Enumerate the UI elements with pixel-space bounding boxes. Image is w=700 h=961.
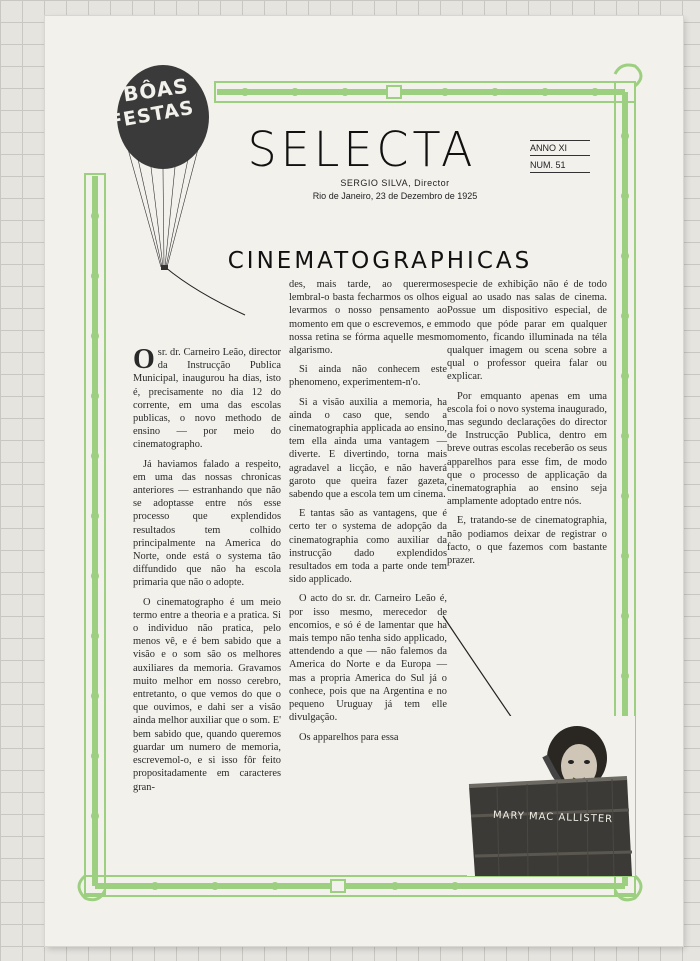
col2-paragraph: Si a visão auxilia a memoria, ha ainda o caso que, sendo a cinematographia applicada ao ensino, tem ella ainda uma vantagem — diverte. E divertindo, torna mais agradavel a licção, e não haverá garoto que queira fazer gazeta, sabendo que a escola tem um cinema. <box>289 396 447 501</box>
col1-paragraph: Já haviamos falado a respeito, em uma das nossas chronicas anteriores — estranhando que não se adoptasse entre nós esse processo que explendidos resultados tem colhido principalmente na America do Norte, onde está o systema tão diffundido que não ha escola primaria que não o adopte. <box>133 458 281 589</box>
col3-paragraph: E, tratando-se de cinematographia, não podiamos deixar de registrar o facto, o que fazemos com bastante prazer. <box>447 515 607 567</box>
col1-paragraph-text: sr. dr. Carneiro Leão, director da Instrucção Publica Municipal, inaugurou ha dias, isto é, precisamente no dia 12 do corrente, em uma das escolas publicas, o novo methodo de ensino — por meio do cinematographo. <box>133 347 281 451</box>
actress-photo <box>467 716 635 876</box>
dateline: Rio de Janeiro, 23 de Dezembro de 1925 <box>312 191 478 201</box>
article-headline: CINEMATOGRAPHICAS <box>227 248 533 274</box>
col2-paragraph: des, mais tarde, ao querermos lembral-o basta fecharmos os olhos e levarmos o nosso pensamento ao momento em que o escrevemos, e em nossa retina se fórma aquelle mesmo algarismo. <box>289 279 447 357</box>
magazine-title-text: SELECTA <box>247 120 477 178</box>
col3-paragraph: Por emquanto apenas em uma escola foi o novo systema inaugurado, mas segundo declarações do director de Instrucção Publica, dentro em breve outras escolas receberão os seus apparelhos para esse fim, de modo que o processo de applicação da cinematographia ao ensino seja amplamente adoptado entre nós. <box>447 390 607 508</box>
issue-num: NUM. 51 <box>530 158 590 173</box>
balloon-text-line1: BÔAS <box>121 73 190 107</box>
col2-paragraph: O acto do sr. dr. Carneiro Leão é, por isso mesmo, merecedor de encomios, e só é de lamentar que ha mais tempo não tenha sido applicado, attendendo a que — não falemos da America do Norte e da Europa — mas a propria America do Sul já o conhece, pois que na Argentina e no pequeno Uruguay já tem elle divulgação. <box>289 593 447 724</box>
issue-anno: ANNO XI <box>530 140 590 156</box>
director-line: SERGIO SILVA, Director <box>340 178 450 188</box>
balloon-text-line2: FESTAS <box>107 96 196 134</box>
drop-cap: O <box>133 344 155 375</box>
col2-paragraph: Si ainda não conhecem este phenomeno, experimentem-n'o. <box>289 364 447 389</box>
col2-paragraph: E tantas são as vantagens, que é certo ter o systema de adopção da cinematographia como auxiliar da instrucção dado explendidos resultados em toda a parte onde tem sido applicado. <box>289 508 447 586</box>
col2-paragraph: Os apparelhos para essa <box>299 731 399 743</box>
photo-caption: MARY MAC ALLISTER <box>492 809 614 826</box>
col1-paragraph: O cinematographo é um meio termo entre a theoria e a pratica. Si o individuo não pratica, pelo menos vê, e é bem sabido que a visão e o som são os melhores auxiliares da memoria. Gravamos muito melhor em nosso cerebro, entretanto, o que vemos do que o que ouvimos, e dahi ser a visão ainda melhor auxiliar que o som. E' bem sabido que, quando queremos guardar um numero de memoria, escrevemol-o, e si isso fôr feito propositadamente em caracteres gran- <box>133 596 281 793</box>
magazine-page <box>45 16 683 946</box>
col3-paragraph: especie de exhibição não é de todo igual ao usado nas salas de cinema. Possue um dispositivo especial, de modo que póde parar em qualquer momento, ficando illuminada na téla qualquer imagem ou scena sobre a qual o professor queira falar ou explicar. <box>447 279 607 383</box>
